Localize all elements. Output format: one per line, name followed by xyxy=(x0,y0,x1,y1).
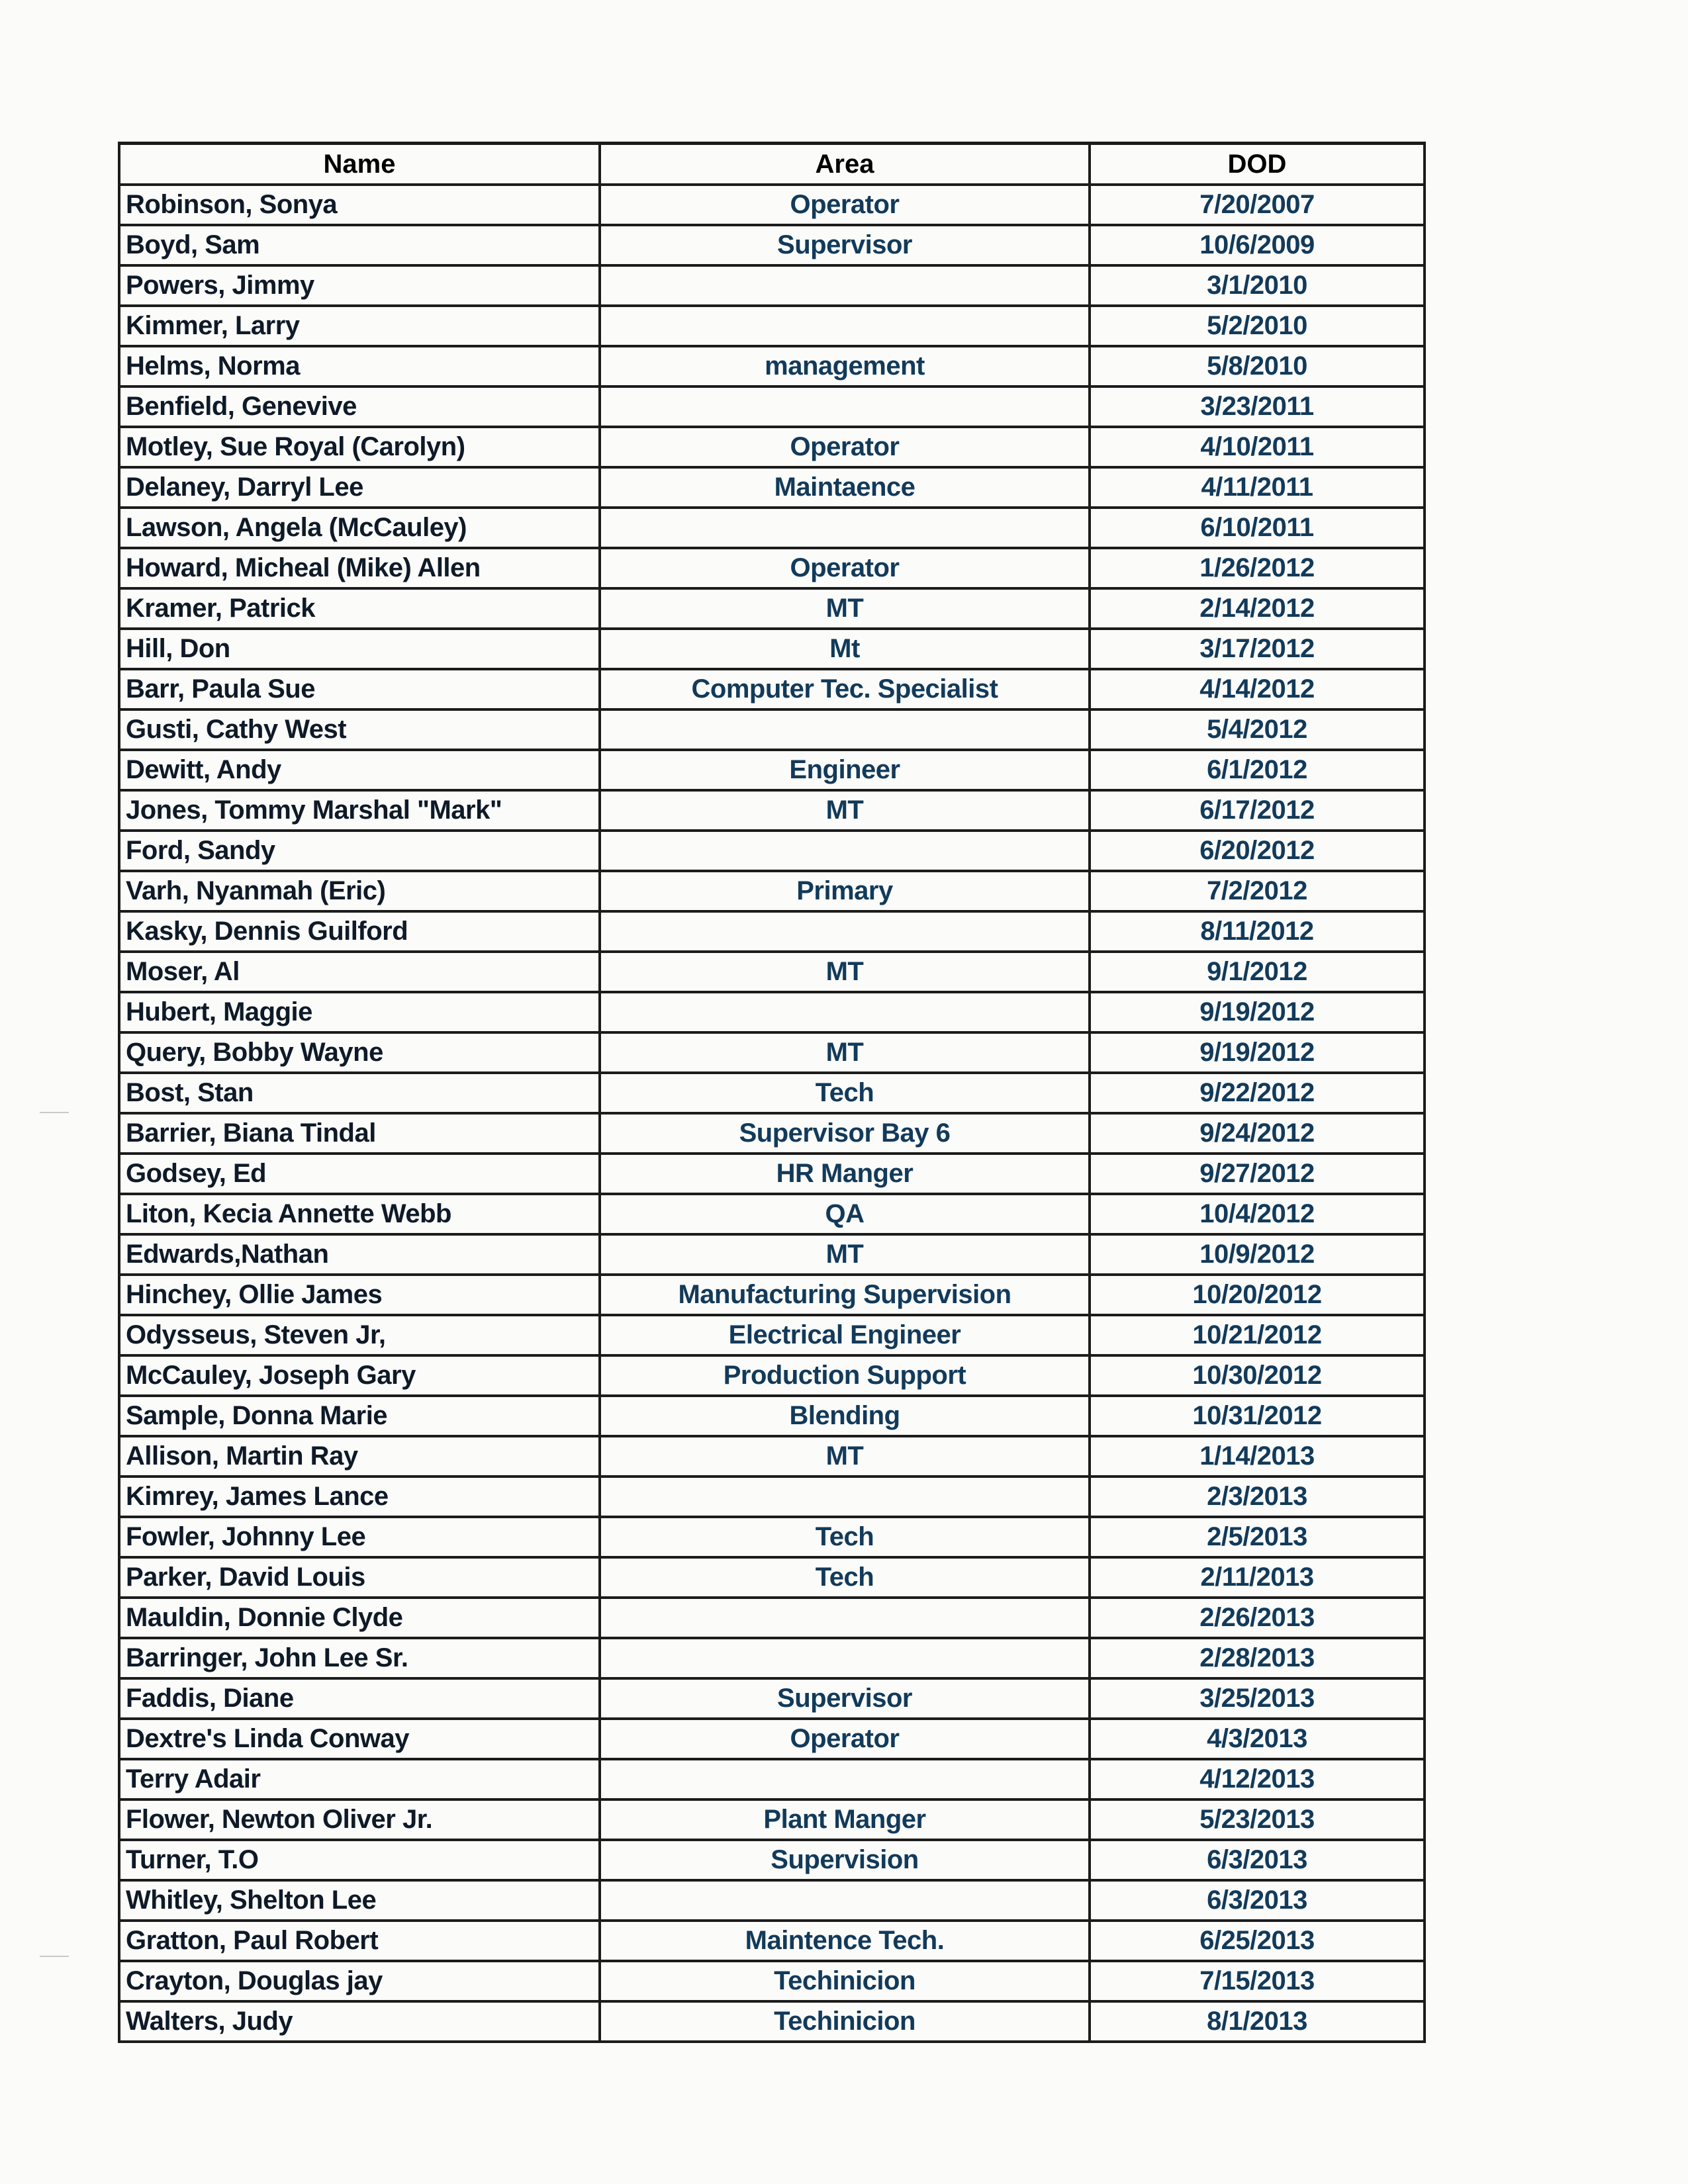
name-cell: Mauldin, Donnie Clyde xyxy=(119,1598,600,1638)
area-cell: Maintaence xyxy=(600,467,1090,508)
table-row xyxy=(119,1477,1425,1517)
area-cell: Supervisor xyxy=(600,225,1090,265)
area-cell xyxy=(600,508,1090,548)
dod-cell: 6/1/2012 xyxy=(1090,750,1425,790)
name-cell: Howard, Micheal (Mike) Allen xyxy=(119,548,600,588)
name-cell: Gratton, Paul Robert xyxy=(119,1921,600,1961)
area-cell: Electrical Engineer xyxy=(600,1315,1090,1355)
area-cell xyxy=(600,831,1090,871)
records-table xyxy=(118,142,1426,2043)
dod-cell: 3/1/2010 xyxy=(1090,265,1425,306)
name-cell: Hubert, Maggie xyxy=(119,992,600,1032)
table-row xyxy=(119,225,1425,265)
dod-cell: 10/9/2012 xyxy=(1090,1234,1425,1275)
dod-cell: 6/3/2013 xyxy=(1090,1880,1425,1921)
dod-cell: 5/4/2012 xyxy=(1090,709,1425,750)
name-cell: Turner, T.O xyxy=(119,1840,600,1880)
area-cell: MT xyxy=(600,1436,1090,1477)
area-cell: Tech xyxy=(600,1557,1090,1598)
table-row xyxy=(119,1880,1425,1921)
name-cell: Odysseus, Steven Jr, xyxy=(119,1315,600,1355)
area-cell: Production Support xyxy=(600,1355,1090,1396)
table-row xyxy=(119,1840,1425,1880)
dod-cell: 4/10/2011 xyxy=(1090,427,1425,467)
dod-cell: 6/3/2013 xyxy=(1090,1840,1425,1880)
table-row xyxy=(119,1517,1425,1557)
table-row xyxy=(119,185,1425,225)
name-cell: Bost, Stan xyxy=(119,1073,600,1113)
dod-cell: 6/10/2011 xyxy=(1090,508,1425,548)
dod-cell: 5/2/2010 xyxy=(1090,306,1425,346)
dod-cell: 10/21/2012 xyxy=(1090,1315,1425,1355)
area-cell: Maintence Tech. xyxy=(600,1921,1090,1961)
area-cell: Operator xyxy=(600,548,1090,588)
table-header-row xyxy=(119,144,1425,185)
table-row xyxy=(119,871,1425,911)
name-cell: Motley, Sue Royal (Carolyn) xyxy=(119,427,600,467)
table-row xyxy=(119,2001,1425,2042)
area-cell: MT xyxy=(600,588,1090,629)
table-row xyxy=(119,1073,1425,1113)
name-cell: Dextre's Linda Conway xyxy=(119,1719,600,1759)
dod-cell: 2/3/2013 xyxy=(1090,1477,1425,1517)
dod-cell: 2/11/2013 xyxy=(1090,1557,1425,1598)
area-cell xyxy=(600,387,1090,427)
table-row xyxy=(119,911,1425,952)
table-row xyxy=(119,709,1425,750)
name-cell: Query, Bobby Wayne xyxy=(119,1032,600,1073)
table-row xyxy=(119,1638,1425,1678)
dod-cell: 8/1/2013 xyxy=(1090,2001,1425,2042)
dod-cell: 3/17/2012 xyxy=(1090,629,1425,669)
dod-cell: 9/19/2012 xyxy=(1090,1032,1425,1073)
name-cell: McCauley, Joseph Gary xyxy=(119,1355,600,1396)
area-cell: MT xyxy=(600,1234,1090,1275)
name-cell: Whitley, Shelton Lee xyxy=(119,1880,600,1921)
name-cell: Liton, Kecia Annette Webb xyxy=(119,1194,600,1234)
dod-cell: 10/31/2012 xyxy=(1090,1396,1425,1436)
name-cell: Fowler, Johnny Lee xyxy=(119,1517,600,1557)
area-cell: Techinicion xyxy=(600,1961,1090,2001)
records-table-container xyxy=(118,142,1423,2043)
dod-cell: 2/26/2013 xyxy=(1090,1598,1425,1638)
dod-cell: 10/6/2009 xyxy=(1090,225,1425,265)
table-row xyxy=(119,992,1425,1032)
name-cell: Helms, Norma xyxy=(119,346,600,387)
table-row xyxy=(119,1436,1425,1477)
name-cell: Dewitt, Andy xyxy=(119,750,600,790)
table-row xyxy=(119,427,1425,467)
dod-cell: 6/17/2012 xyxy=(1090,790,1425,831)
name-cell: Kimrey, James Lance xyxy=(119,1477,600,1517)
dod-cell: 9/19/2012 xyxy=(1090,992,1425,1032)
name-cell: Kimmer, Larry xyxy=(119,306,600,346)
table-row xyxy=(119,629,1425,669)
dod-cell: 2/14/2012 xyxy=(1090,588,1425,629)
header-area: Area xyxy=(600,144,1090,185)
area-cell: QA xyxy=(600,1194,1090,1234)
table-row xyxy=(119,1355,1425,1396)
name-cell: Hinchey, Ollie James xyxy=(119,1275,600,1315)
area-cell: Techinicion xyxy=(600,2001,1090,2042)
table-row xyxy=(119,1315,1425,1355)
dod-cell: 10/20/2012 xyxy=(1090,1275,1425,1315)
name-cell: Barrier, Biana Tindal xyxy=(119,1113,600,1154)
area-cell: Primary xyxy=(600,871,1090,911)
dod-cell: 9/27/2012 xyxy=(1090,1154,1425,1194)
area-cell: Computer Tec. Specialist xyxy=(600,669,1090,709)
dod-cell: 9/1/2012 xyxy=(1090,952,1425,992)
name-cell: Barringer, John Lee Sr. xyxy=(119,1638,600,1678)
table-row xyxy=(119,548,1425,588)
area-cell: Tech xyxy=(600,1517,1090,1557)
area-cell xyxy=(600,992,1090,1032)
name-cell: Barr, Paula Sue xyxy=(119,669,600,709)
dod-cell: 2/5/2013 xyxy=(1090,1517,1425,1557)
dod-cell: 5/23/2013 xyxy=(1090,1799,1425,1840)
name-cell: Powers, Jimmy xyxy=(119,265,600,306)
name-cell: Robinson, Sonya xyxy=(119,185,600,225)
dod-cell: 8/11/2012 xyxy=(1090,911,1425,952)
table-row xyxy=(119,346,1425,387)
table-row xyxy=(119,508,1425,548)
area-cell: Blending xyxy=(600,1396,1090,1436)
name-cell: Gusti, Cathy West xyxy=(119,709,600,750)
header-dod: DOD xyxy=(1090,144,1425,185)
area-cell: Operator xyxy=(600,427,1090,467)
area-cell xyxy=(600,1880,1090,1921)
table-row xyxy=(119,1154,1425,1194)
table-row xyxy=(119,588,1425,629)
table-row xyxy=(119,1921,1425,1961)
name-cell: Walters, Judy xyxy=(119,2001,600,2042)
table-row xyxy=(119,1557,1425,1598)
area-cell: Mt xyxy=(600,629,1090,669)
name-cell: Allison, Martin Ray xyxy=(119,1436,600,1477)
scan-edge-mark xyxy=(40,1112,69,1113)
name-cell: Moser, Al xyxy=(119,952,600,992)
table-row xyxy=(119,750,1425,790)
name-cell: Parker, David Louis xyxy=(119,1557,600,1598)
dod-cell: 7/2/2012 xyxy=(1090,871,1425,911)
area-cell xyxy=(600,1638,1090,1678)
dod-cell: 1/14/2013 xyxy=(1090,1436,1425,1477)
table-row xyxy=(119,1194,1425,1234)
name-cell: Jones, Tommy Marshal "Mark" xyxy=(119,790,600,831)
name-cell: Varh, Nyanmah (Eric) xyxy=(119,871,600,911)
table-row xyxy=(119,1032,1425,1073)
name-cell: Kramer, Patrick xyxy=(119,588,600,629)
table-row xyxy=(119,669,1425,709)
area-cell: management xyxy=(600,346,1090,387)
table-row xyxy=(119,467,1425,508)
name-cell: Lawson, Angela (McCauley) xyxy=(119,508,600,548)
dod-cell: 4/3/2013 xyxy=(1090,1719,1425,1759)
area-cell xyxy=(600,911,1090,952)
name-cell: Benfield, Genevive xyxy=(119,387,600,427)
area-cell: Operator xyxy=(600,1719,1090,1759)
name-cell: Hill, Don xyxy=(119,629,600,669)
table-row xyxy=(119,387,1425,427)
area-cell: Manufacturing Supervision xyxy=(600,1275,1090,1315)
table-body xyxy=(119,185,1425,2042)
area-cell: MT xyxy=(600,952,1090,992)
area-cell: Supervision xyxy=(600,1840,1090,1880)
name-cell: Faddis, Diane xyxy=(119,1678,600,1719)
header-name: Name xyxy=(119,144,600,185)
table-row xyxy=(119,1113,1425,1154)
dod-cell: 10/30/2012 xyxy=(1090,1355,1425,1396)
name-cell: Edwards,Nathan xyxy=(119,1234,600,1275)
table-row xyxy=(119,1396,1425,1436)
table-row xyxy=(119,1759,1425,1799)
area-cell: Operator xyxy=(600,185,1090,225)
table-row xyxy=(119,1961,1425,2001)
area-cell: MT xyxy=(600,1032,1090,1073)
name-cell: Godsey, Ed xyxy=(119,1154,600,1194)
name-cell: Crayton, Douglas jay xyxy=(119,1961,600,2001)
table-row xyxy=(119,1678,1425,1719)
name-cell: Boyd, Sam xyxy=(119,225,600,265)
name-cell: Ford, Sandy xyxy=(119,831,600,871)
area-cell: HR Manger xyxy=(600,1154,1090,1194)
dod-cell: 10/4/2012 xyxy=(1090,1194,1425,1234)
area-cell xyxy=(600,1477,1090,1517)
area-cell xyxy=(600,265,1090,306)
area-cell xyxy=(600,306,1090,346)
table-row xyxy=(119,1234,1425,1275)
dod-cell: 9/24/2012 xyxy=(1090,1113,1425,1154)
dod-cell: 3/23/2011 xyxy=(1090,387,1425,427)
area-cell xyxy=(600,1759,1090,1799)
dod-cell: 2/28/2013 xyxy=(1090,1638,1425,1678)
dod-cell: 9/22/2012 xyxy=(1090,1073,1425,1113)
scan-edge-mark xyxy=(40,1956,69,1957)
table-row xyxy=(119,1275,1425,1315)
dod-cell: 7/20/2007 xyxy=(1090,185,1425,225)
table-row xyxy=(119,1719,1425,1759)
dod-cell: 6/25/2013 xyxy=(1090,1921,1425,1961)
table-row xyxy=(119,831,1425,871)
name-cell: Flower, Newton Oliver Jr. xyxy=(119,1799,600,1840)
dod-cell: 6/20/2012 xyxy=(1090,831,1425,871)
area-cell xyxy=(600,1598,1090,1638)
name-cell: Terry Adair xyxy=(119,1759,600,1799)
dod-cell: 1/26/2012 xyxy=(1090,548,1425,588)
table-row xyxy=(119,790,1425,831)
dod-cell: 4/14/2012 xyxy=(1090,669,1425,709)
table-row xyxy=(119,306,1425,346)
table-row xyxy=(119,952,1425,992)
table-row xyxy=(119,1598,1425,1638)
name-cell: Delaney, Darryl Lee xyxy=(119,467,600,508)
dod-cell: 7/15/2013 xyxy=(1090,1961,1425,2001)
area-cell: Supervisor Bay 6 xyxy=(600,1113,1090,1154)
dod-cell: 5/8/2010 xyxy=(1090,346,1425,387)
name-cell: Kasky, Dennis Guilford xyxy=(119,911,600,952)
dod-cell: 4/12/2013 xyxy=(1090,1759,1425,1799)
dod-cell: 4/11/2011 xyxy=(1090,467,1425,508)
area-cell: Tech xyxy=(600,1073,1090,1113)
dod-cell: 3/25/2013 xyxy=(1090,1678,1425,1719)
area-cell: Supervisor xyxy=(600,1678,1090,1719)
area-cell: MT xyxy=(600,790,1090,831)
table-row xyxy=(119,1799,1425,1840)
name-cell: Sample, Donna Marie xyxy=(119,1396,600,1436)
area-cell: Engineer xyxy=(600,750,1090,790)
area-cell xyxy=(600,709,1090,750)
area-cell: Plant Manger xyxy=(600,1799,1090,1840)
table-row xyxy=(119,265,1425,306)
